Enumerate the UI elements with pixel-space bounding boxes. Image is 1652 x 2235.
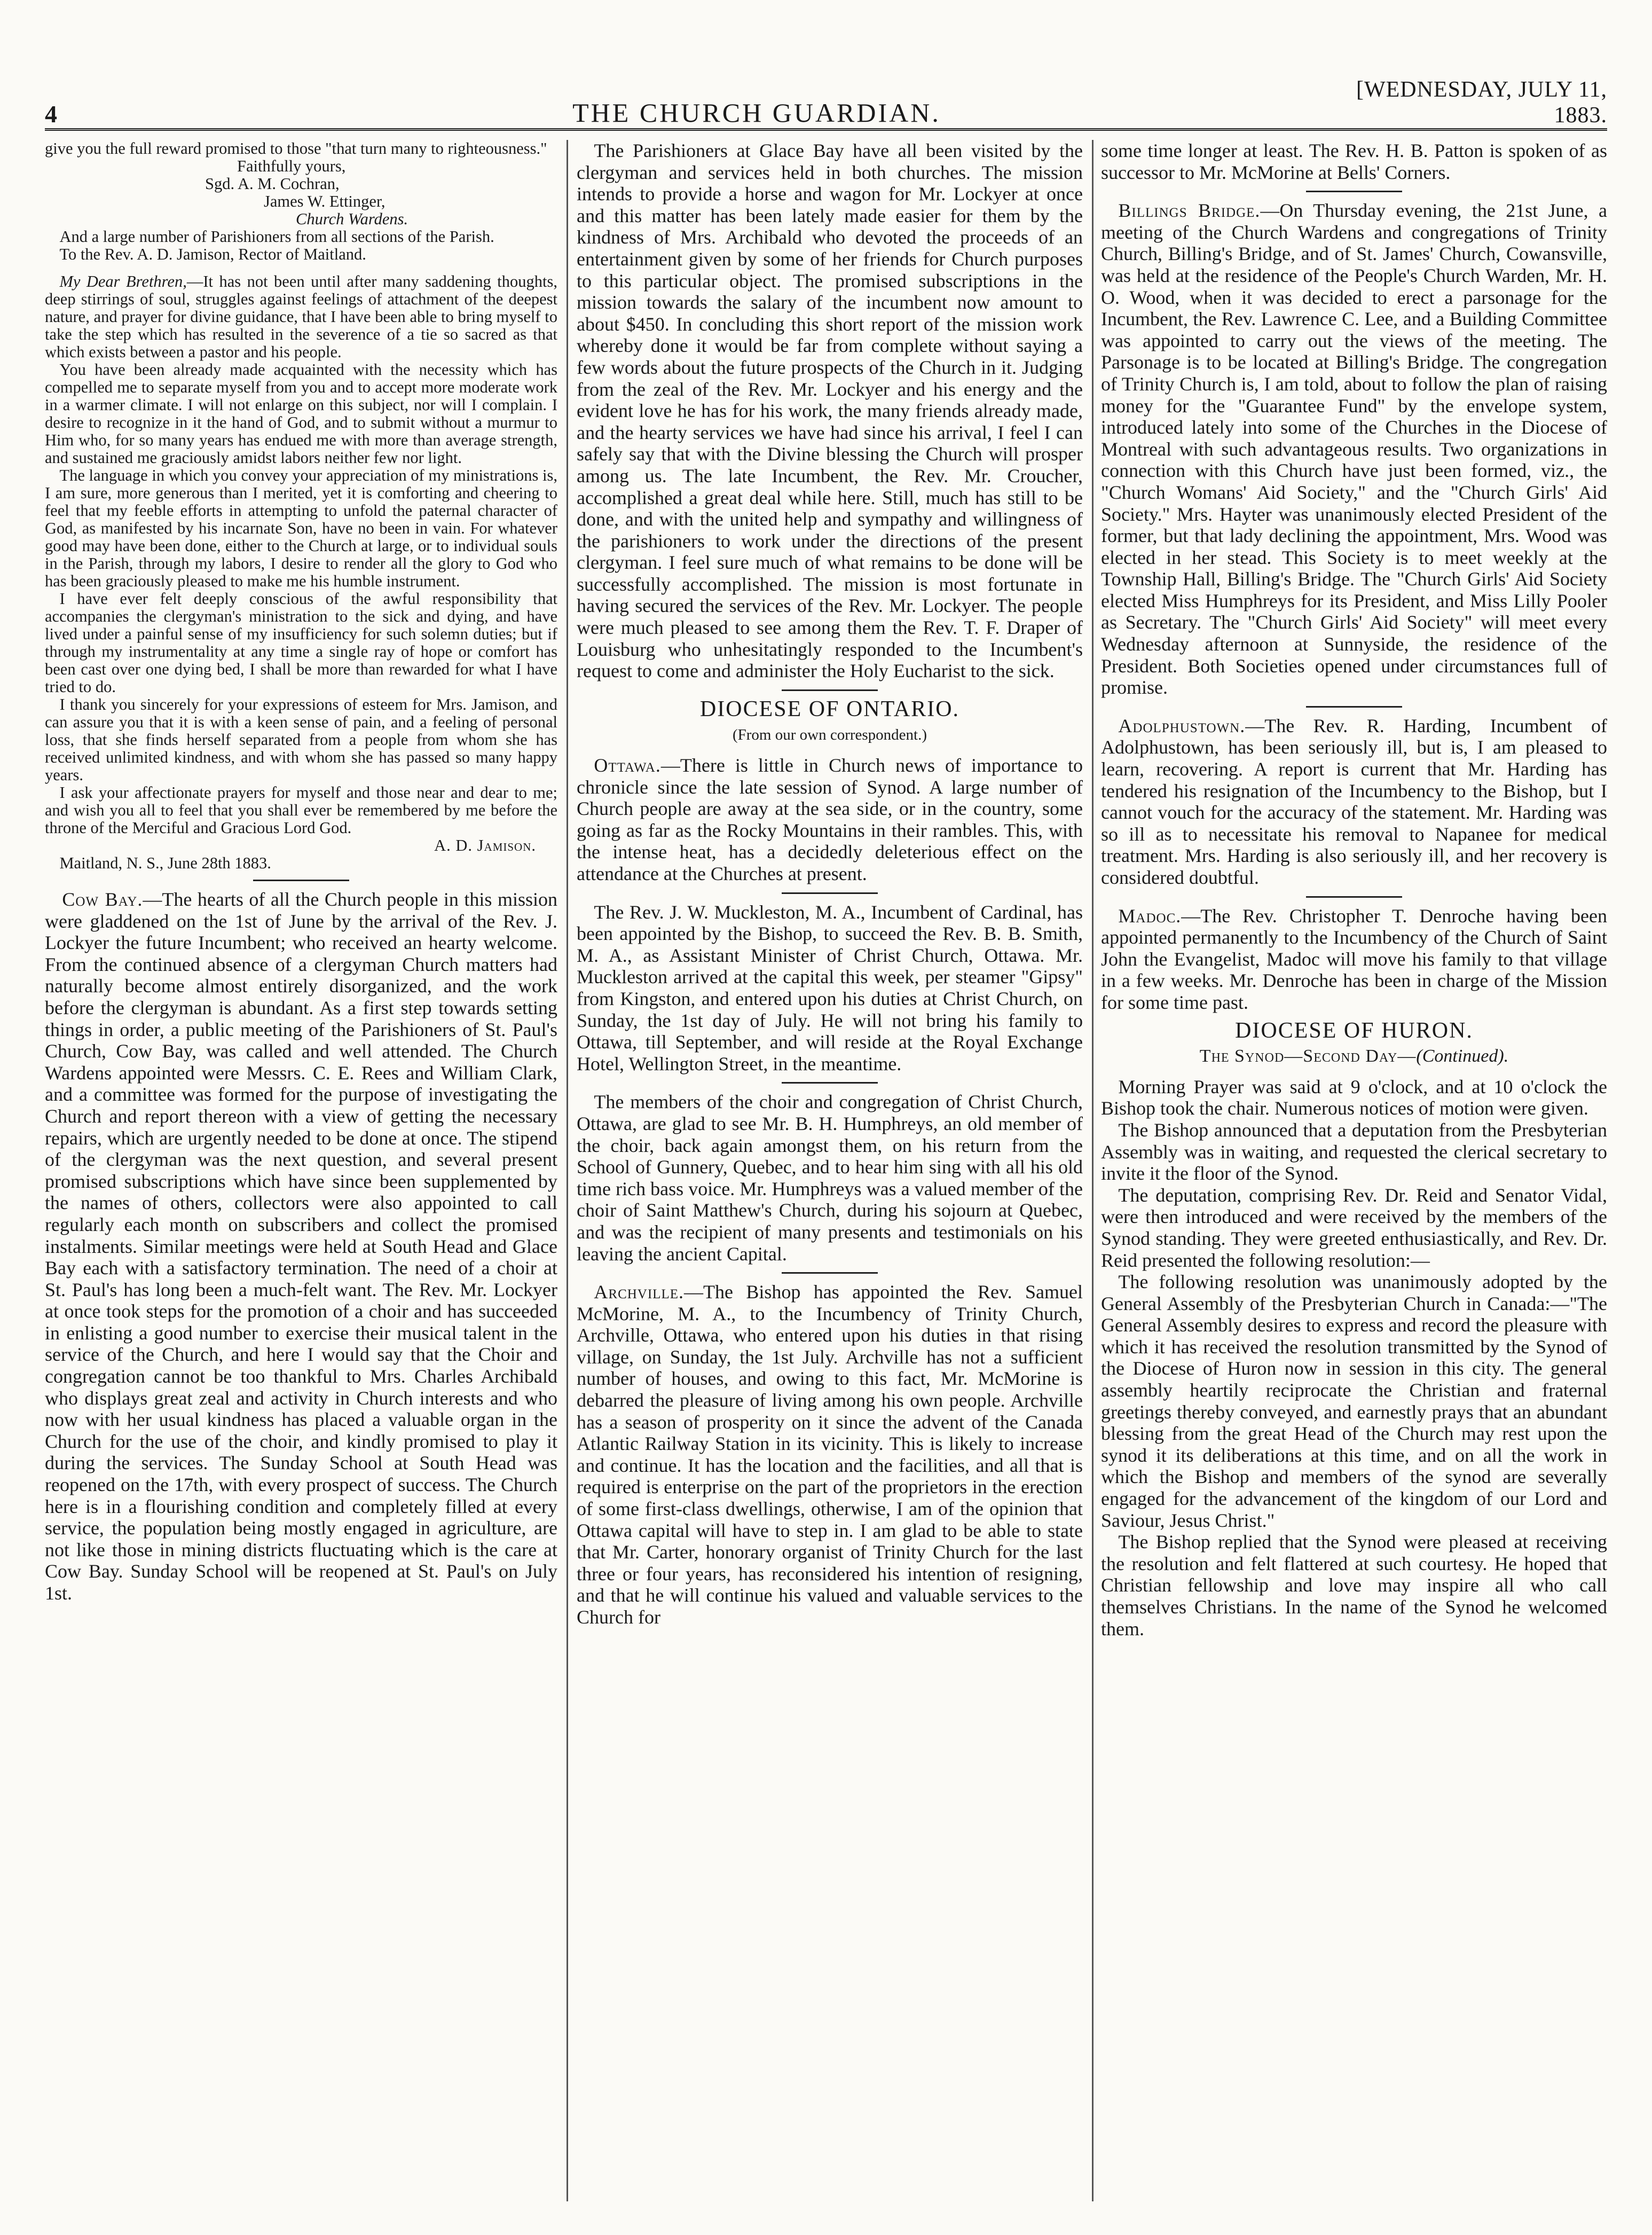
column-divider [567, 140, 568, 2201]
newspaper-title: THE CHURCH GUARDIAN. [572, 98, 941, 128]
news-item-glace-bay: The Parishioners at Glace Bay have all been visited by the clergyman and services held in both churches. The mission intends to provide a horse and wagon for Mr. Lockyer at once and this matter has been lately made easier for them by the kindness of Mrs. Archibald who devoted the proceeds of an entertainment given by some of her friends for Church purposes to this particular object. The promised subscriptions in the mission towards the salary of the incumbent now amount to about $450. In concluding this short report of the mission work whereby done it would be far from complete without saying a few words about the future prospects of the Church in it. Judging from the zeal of the Rev. Mr. Lockyer and his energy and the evident love he has for his work, the many friends already made, and the hearty services we have had since his arrival, I feel I can safely say that with the Divine blessing the Church will prosper among us. The late Incumbent, the Rev. Mr. Croucher, accomplished a great deal while here. Still, much has still to be done, and with the united help and sympathy and willingness of the parishioners to work under the directions of the present clergyman. I feel sure much of what remains to be done will be successfully accomplished. The mission is most fortunate in having secured the services of the Rev. Mr. Lockyer. The people were much pleased to see among them the Rev. T. F. Draper of Louisburg who unhesitatingly responded to the Incumbent's request to come and administer the Holy Eucharist to the sick. [577, 140, 1083, 682]
column-2 [577, 140, 1083, 2201]
place-lead: Madoc. [1118, 905, 1182, 927]
place-lead: Cow Bay. [62, 889, 143, 910]
column-divider [1092, 140, 1094, 2201]
section-byline: (From our own correspondent.) [732, 726, 927, 744]
news-item-madoc: Madoc.—The Rev. Christopher T. Denroche having been appointed permanently to the Incumbency of the Church of Saint John the Evangelist, Madoc will move his family to that village in a few weeks. Mr. Denroche has been in charge of the Mission for some time past. [1101, 905, 1607, 1013]
issue-date: [WEDNESDAY, JULY 11, 1883. [1356, 77, 1607, 128]
news-item-choir: The members of the choir and congregation of Christ Church, Ottawa, are glad to see Mr. B. H. Humphreys, an old member of the choir, back again amongst them, on his return from the School of Gunnery, Quebec, and to hear him sing with all his old time rich bass voice. Mr. Humphreys was a valued member of the choir of Saint Matthew's Church, during his sojourn at Quebec, and was the recipient of many presents and testimonials on his leaving the ancient Capital. [577, 1091, 1083, 1265]
signatory: Sgd. A. M. Cochran, [205, 175, 340, 193]
reply-paragraph: You have been already made acquainted with the necessity which has compelled me to separate myself from you and to accept more moderate work in a warmer climate. I will not enlarge on this subject, nor will I complain. I desire to recognize in it the hand of God, and to submit without a murmur to Him who, for so many years has endued me with more than average strength, and sustained me graciously amidst labors neither few nor light. [45, 360, 557, 467]
news-item-muckleston: The Rev. J. W. Muckleston, M. A., Incumbent of Cardinal, has been appointed by the Bishop, to succeed the Rev. B. B. Smith, M. A., as Assistant Minister of Christ Church, Ottawa. Mr. Muckleston arrived at the capital this week, per steamer "Gipsy" from Kingston, and entered upon his duties at Christ Church, on Sunday, the 1st day of July. He will not bring his family to Ottawa, till September, and will reside at the Royal Exchange Hotel, Wellington Street, in the meantime. [577, 901, 1083, 1075]
reply-signature: A. D. Jamison. [434, 836, 536, 854]
news-item-billings-bridge: Billings Bridge.—On Thursday evening, the 21st June, a meeting of the Church Wardens and congregations of Trinity Church, Billing's Bridge, and of St. James' Church, Cowansville, was held at the residence of the People's Church Warden, Mr. H. O. Wood, when it was decided to erect a parsonage for the Incumbent, the Rev. Lawrence C. Lee, and a Building Committee was appointed to carry out the views of the meeting. The Parsonage is to be located at Billing's Bridge. The congregation of Trinity Church is, I am told, about to follow the plan of raising money for the "Guarantee Fund" by the envelope system, introduced lately into some of the Churches in the Diocese of Montreal with such advantageous results. Two organizations in connection with this Church have just been formed, viz., the "Church Womans' Aid Society," and the "Church Girls' Aid Society." Mrs. Hayter was unanimously elected President of the former, but that lady declining the appointment, Mrs. Wood was elected in her stead. This Society is to meet weekly at the Township Hall, Billing's Bridge. The "Church Girls' Aid Society elected Miss Humphreys for its President, and Miss Lilly Pooler as Secretary. The "Church Girls' Aid Society" will meet every Wednesday afternoon at Sunnyside, the residence of the President. Both Societies opened under circumstances full of promise. [1101, 200, 1607, 699]
salutation: My Dear Brethren, [59, 272, 187, 291]
column-1 [45, 140, 557, 2201]
synod-paragraph: The following resolution was unanimously adopted by the General Assembly of the Presbyterian Church in Canada:—"The General Assembly desires to express and record the pleasure with which it has received the resolution transmitted by the Synod of the Diocese of Huron now in session in this city. The general assembly heartily reciprocate the Christian and fraternal greetings thereby conveyed, and earnestly prays that an abundant blessing from the great Head of the Church may rest upon the synod it its deliberations at this time, and on all the work in which the Bishop and members of the synod are severally engaged for the advancement of the kingdom of our Lord and Saviour, Jesus Christ." [1101, 1271, 1607, 1531]
section-rule [782, 1082, 878, 1084]
closing: Faithfully yours, [237, 157, 346, 175]
news-item-ottawa: Ottawa.—There is little in Church news of importance to chronicle since the late session of Synod. A large number of Church people are away at the sea side, or in the country, some going as far as the Rocky Mountains in their rambles. This, with the intense heat, has a decidedly deleterious effect on the attendance at the Churches at present. [577, 755, 1083, 884]
masthead [45, 77, 1607, 131]
reply-paragraph: I have ever felt deeply conscious of the awful responsibility that accompanies the clergyman's ministration to the sick and dying, and have lived under a painful sense of my insufficiency for such solemn duties; but if through my instrumentality at any time a single ray of hope or comfort has been cast over one dying bed, I shall be more than rewarded for what I have tried to do. [45, 590, 557, 696]
news-item-cow-bay: Cow Bay.—The hearts of all the Church people in this mission were gladdened on the 1st of June by the arrival of the Rev. J. Lockyer the future Incumbent; who received an hearty welcome. From the continued absence of a clergyman Church matters had naturally become almost entirely disorganized, and the work before the clergyman is abundant. As a first step towards setting things in order, a public meeting of the Parishioners of St. Paul's Church, Cow Bay, was called and well attended. The Church Wardens appointed were Messrs. C. E. Rees and William Clark, and a committee was formed for the purpose of investigating the Church and report thereon with a view of getting the necessary repairs, which are urgently needed to be done at once. The stipend of the clergyman was the next question, and several present promised subscriptions which have since been supplemented by the names of others, collectors were also appointed to call regularly each month on subscribers and collect the promised instalments. Similar meetings were held at South Head and Glace Bay each with a satisfactory termination. The need of a choir at St. Paul's has long been a much-felt want. The Rev. Mr. Lockyer at once took steps for the promotion of a choir and has succeeded in enlisting a good number to exercise their musical talent in the service of the Church, and here I would say that the Choir and congregation cannot be too thankful to Mrs. Charles Archibald who displays great zeal and activity in Church interests and who now with her usual kindness has placed a valuable organ in the Church for the use of the choir, and kindly promised to play it during the services. The Sunday School at South Head was reopened on the 17th, with every prospect of success. The Church here is in a flourishing condition and completely filled at every service, the population being mostly engaged in agriculture, are not like those in mining districts fluctuating which is the care at Cow Bay. Sunday School will be reopened at St. Paul's on July 1st. [45, 889, 557, 1604]
place-lead: Adolphustown. [1118, 715, 1246, 736]
section-rule [782, 1272, 878, 1274]
section-heading-ontario: DIOCESE OF ONTARIO. [699, 696, 960, 722]
address-letter [45, 140, 557, 872]
news-item-adolphustown: Adolphustown.—The Rev. R. Harding, Incumbent of Adolphustown, has been seriously ill, but is, I am pleased to learn, recovering. A report is current that Mr. Harding has tendered his resignation of the Incumbency to the Bishop, but I cannot vouch for the accuracy of the statement. Mr. Harding was so ill as to necessitate his removal to Napanee for medical treatment. Mrs. Harding is also seriously ill, and her recovery is considered doubtful. [1101, 715, 1607, 888]
signatory: James W. Ettinger, [264, 192, 386, 210]
section-rule [1306, 896, 1402, 898]
paragraph: give you the full reward promised to those "that turn many to righteousness." [45, 140, 547, 158]
synod-paragraph: The Bishop replied that the Synod were pleased at receiving the resolution and felt flattered at such courtesy. He hoped that Christian fellowship and love may inspire all who call themselves Christians. In the name of the Synod he welcomed them. [1101, 1531, 1607, 1640]
news-item-archville: Archville.—The Bishop has appointed the Rev. Samuel McMorine, M. A., to the Incumbency of Trinity Church, Archville, Ottawa, who entered upon his duties in that rising village, on Sunday, the 1st July. Archville has not a sufficient number of houses, and owing to this fact, Mr. McMorine is debarred the pleasure of living among his own people. Archville has a season of prosperity on it since the advent of the Canada Atlantic Railway Station in its vicinity. This is likely to increase and continue. It has the location and the facilities, and all that is required is enterprise on the part of the proprietors in the erection of some first-class dwellings, otherwise, I am of the opinion that Ottawa capital will have to step in. I am glad to be able to state that Mr. Carter, honorary organist of Trinity Church for the last three or four years, has reconsidered his intention of resigning, and that he will continue his valued and valuable services to the Church for [577, 1281, 1083, 1628]
place-lead: Billings Bridge. [1118, 200, 1261, 222]
section-rule [782, 689, 878, 691]
section-rule [253, 880, 349, 881]
reply-paragraph: My Dear Brethren,—It has not been until after many saddening thoughts, deep stirrings of soul, struggles against feelings of attachment of the deepest nature, and prayer for divine guidance, that I have been able to bring myself to take the step which has resulted in the severence of a tie so sacred as that which exists between a pastor and his people. [45, 272, 557, 361]
section-heading-huron: DIOCESE OF HURON. [1235, 1018, 1473, 1043]
reply-paragraph: The language in which you convey your appreciation of my ministrations is, I am sure, more generous than I merited, yet it is comforting and cheering to feel that my feeble efforts in attempting to unfold the paternal character of God, as manifested by his incarnate Son, have no been in vain. For whatever good may have been done, either to the Church at large, or to individual souls in the Parish, through my labors, I desire to render all the glory to God who has been graciously pleased to make me his humble instrument. [45, 466, 557, 590]
section-rule [1306, 706, 1402, 708]
paragraph: To the Rev. A. D. Jamison, Rector of Maitland. [59, 245, 366, 263]
place-lead: Ottawa. [594, 755, 661, 777]
section-rule [1306, 191, 1402, 192]
reply-paragraph: I ask your affectionate prayers for myself and those near and dear to me; and wish you all to feel that you shall ever be remembered by me before the throne of the Merciful and Gracious Lord God. [45, 783, 557, 837]
page-number: 4 [45, 100, 57, 128]
reply-place-date: Maitland, N. S., June 28th 1883. [59, 854, 271, 872]
synod-paragraph: The Bishop announced that a deputation from the Presbyterian Assembly was in waiting, and requested the clerical secretary to invite it the floor of the Synod. [1101, 1119, 1607, 1185]
signatory-role: Church Wardens. [296, 210, 408, 228]
column-3 [1101, 140, 1607, 2201]
synod-paragraph: The deputation, comprising Rev. Dr. Reid and Senator Vidal, were then introduced and were received by the members of the Synod standing. They were greeted enthusiastically, and Rev. Dr. Reid presented the following resolution:— [1101, 1184, 1607, 1271]
paragraph: And a large number of Parishioners from all sections of the Parish. [59, 228, 494, 246]
section-rule [782, 892, 878, 894]
section-subheading: The Synod—Second Day—(Continued). [1199, 1046, 1509, 1066]
synod-paragraph: Morning Prayer was said at 9 o'clock, and at 10 o'clock the Bishop took the chair. Numerous notices of motion were given. [1101, 1076, 1607, 1119]
reply-paragraph: I thank you sincerely for your expressions of esteem for Mrs. Jamison, and can assure you that it is with a keen sense of pain, and a feeling of personal loss, that she finds herself separated from a people from whom she has received unlimited kindness, and with whom she has passed so many happy years. [45, 695, 557, 784]
place-lead: Archville. [594, 1281, 684, 1303]
news-item-continued: some time longer at least. The Rev. H. B. Patton is spoken of as successor to Mr. McMorine at Bells' Corners. [1101, 140, 1607, 183]
